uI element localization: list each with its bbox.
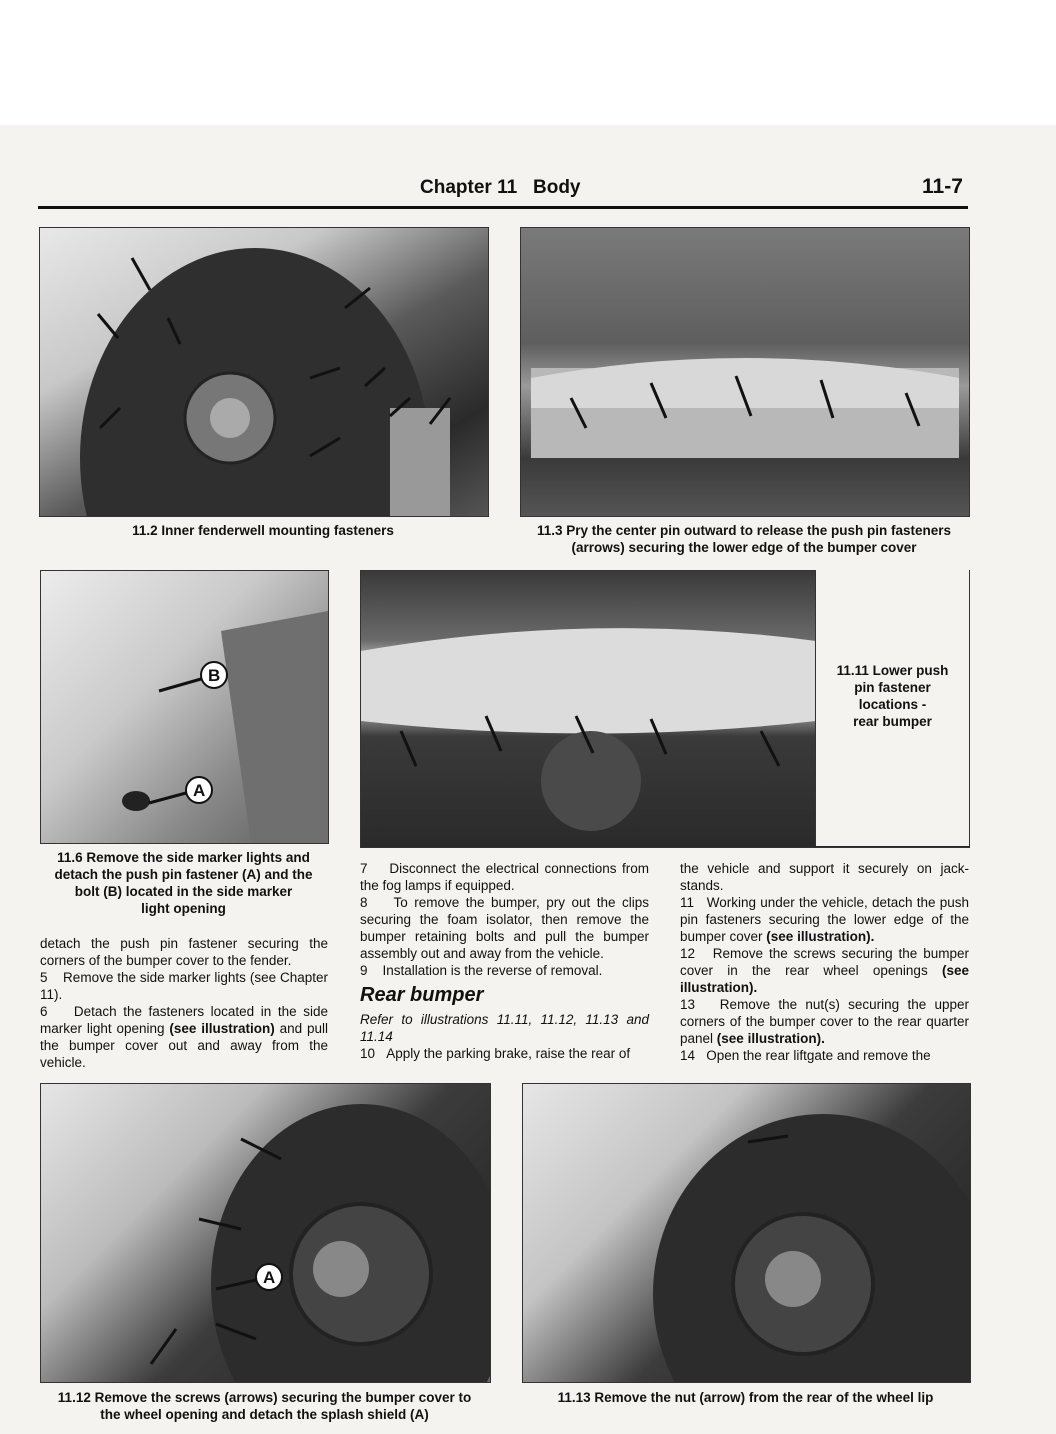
photo-fig-11-6	[40, 570, 329, 844]
page-number: 11-7	[922, 175, 963, 198]
chapter-label: Chapter 11	[420, 177, 518, 198]
caption-fig-11-13: 11.13 Remove the nut (arrow) from the rear of the wheel lip	[557, 1390, 934, 1405]
chapter-title	[420, 177, 581, 199]
section-label: Body	[533, 177, 581, 198]
paragraph-6	[40, 1003, 328, 1071]
paragraph-13-ref: (see illustration).	[716, 1031, 825, 1046]
caption-fig-11-6-line4: light opening	[141, 901, 226, 916]
paragraph-13-text: 13 Remove the nut(s) securing the upper corners of the bumper cover to the rear quarter panel	[680, 997, 969, 1046]
paragraph-13	[680, 996, 969, 1047]
paragraph-5: 5 Remove the side marker lights (see Chapter 11).	[40, 970, 328, 1002]
photo-fig-11-3	[520, 227, 970, 517]
text-column-1	[40, 935, 328, 1071]
caption-fig-11-11	[816, 662, 969, 730]
caption-fig-11-11-line4: rear bumper	[853, 714, 932, 729]
paragraph-11-text: 11 Working under the vehicle, detach the push pin fasteners securing the lower edge of the bumper cover	[680, 895, 969, 944]
paragraph-12	[680, 945, 969, 996]
caption-fig-11-11-line2: pin fastener	[854, 680, 931, 695]
paragraph-6-text: 6 Detach the fasteners located in the side marker light opening	[40, 1004, 328, 1036]
paragraph-12-text: 12 Remove the screws securing the bumper cover in the rear wheel openings	[680, 946, 969, 978]
text-column-3	[680, 860, 969, 1064]
caption-fig-11-12-line2: the wheel opening and detach the splash shield (A)	[100, 1407, 429, 1422]
caption-fig-11-3-line2: (arrows) securing the lower edge of the bumper cover	[571, 540, 917, 555]
caption-box-fig-11-11	[815, 570, 969, 846]
caption-fig-11-2: 11.2 Inner fenderwell mounting fasteners	[132, 523, 394, 538]
caption-fig-11-12-line1: 11.12 Remove the screws (arrows) securing the bumper cover to	[57, 1390, 472, 1405]
photo-fig-11-13	[522, 1083, 971, 1383]
caption-fig-11-6-line2: detach the push pin fastener (A) and the	[54, 867, 313, 882]
side-marker-illustration	[41, 571, 328, 843]
paragraph-7: 7 Disconnect the electrical connections from the fog lamps if equipped.	[360, 861, 649, 893]
photo-fig-11-12	[40, 1083, 491, 1383]
caption-fig-11-6-line1: 11.6 Remove the side marker lights and	[57, 850, 310, 865]
paragraph-cont: detach the push pin fastener securing the corners of the bumper cover to the fender.	[40, 936, 328, 968]
caption-fig-11-3	[520, 522, 968, 556]
photo-fig-11-2	[39, 227, 489, 517]
bumper-underside-illustration	[521, 228, 969, 516]
paragraph-12-ref: (see illustration).	[680, 963, 969, 995]
label-b: B	[208, 666, 221, 685]
caption-fig-11-3-line1: 11.3 Pry the center pin outward to release the push pin fasteners	[536, 523, 952, 538]
paragraph-10: 10 Apply the parking brake, raise the rear of	[360, 1046, 631, 1061]
section-heading-rear-bumper: Rear bumper	[360, 984, 484, 1006]
caption-fig-11-12	[40, 1389, 489, 1423]
paragraph-11-ref: (see illustration).	[766, 929, 875, 944]
text-column-2	[360, 860, 649, 1062]
caption-fig-11-11-line3: locations -	[858, 697, 927, 712]
paragraph-8: 8 To remove the bumper, pry out the clips securing the foam isolator, then remove the bumper retaining bolts and pull the bumper assembly out and away from the vehicle.	[360, 895, 649, 961]
paragraph-14: 14 Open the rear liftgate and remove the	[680, 1048, 931, 1063]
caption-fig-11-6-line3: bolt (B) located in the side marker	[74, 884, 293, 899]
wheel-lip-illustration	[523, 1084, 970, 1382]
label-b-callout	[159, 662, 227, 691]
rear-wheel-opening-illustration	[41, 1084, 490, 1382]
label-a-callout	[149, 777, 212, 803]
paragraph-11	[680, 894, 969, 945]
header-rule	[38, 206, 968, 209]
paragraph-9: 9 Installation is the reverse of removal.	[360, 963, 603, 978]
fenderwell-illustration	[40, 228, 488, 516]
caption-fig-11-6	[40, 849, 327, 917]
label-a-fig-11-12: A	[263, 1268, 276, 1287]
paragraph-6-ref: (see illustration)	[169, 1021, 275, 1036]
paragraph-6-text-end: and pull the bumper cover out and away from the vehicle.	[40, 1021, 328, 1070]
label-a: A	[193, 781, 206, 800]
paragraph-10-cont: the vehicle and support it securely on jack-stands.	[680, 861, 969, 893]
caption-fig-11-11-line1: 11.11 Lower push	[836, 663, 949, 678]
refer-to-illustrations: Refer to illustrations 11.11, 11.12, 11.13 and 11.14	[360, 1012, 649, 1044]
